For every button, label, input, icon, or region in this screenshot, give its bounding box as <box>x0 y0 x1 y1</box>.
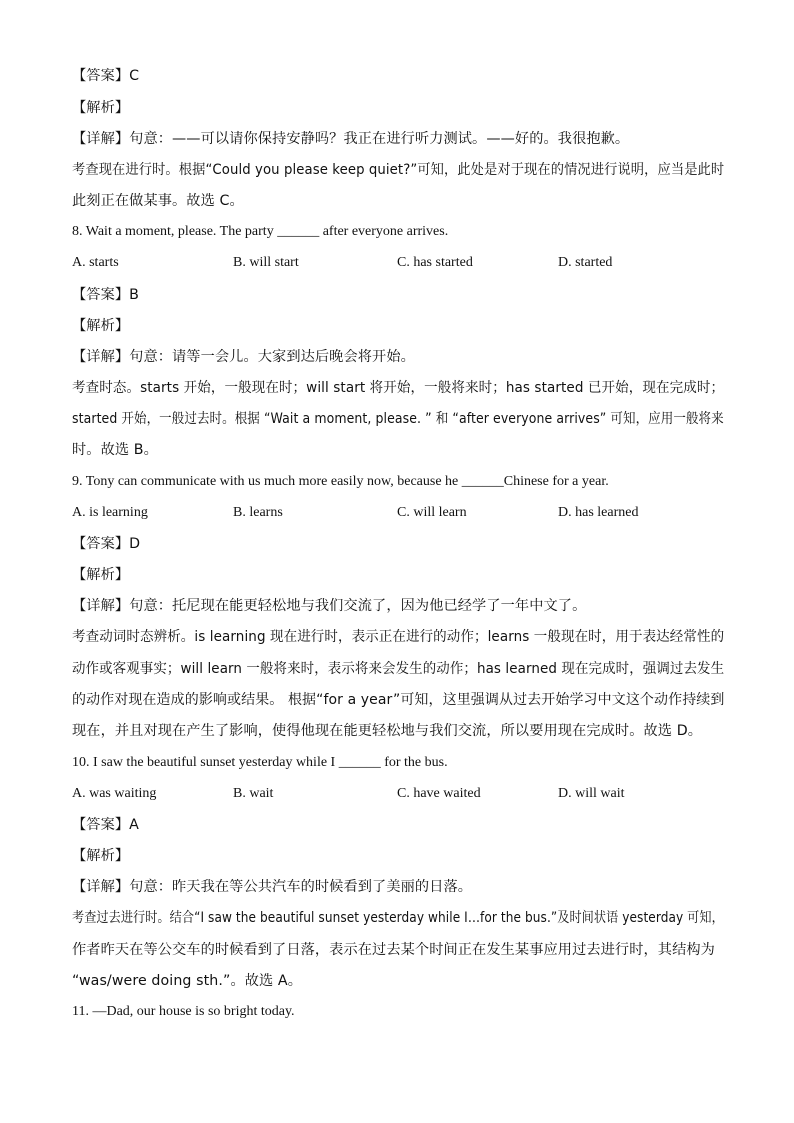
q9-option-d: D. has learned <box>558 505 639 520</box>
q9-stem: 9. Tony can communicate with us much more easily now, because he ______Chinese for a year. <box>72 474 609 489</box>
q9-option-c: C. will learn <box>397 505 467 520</box>
q8-detail: 【详解】句意：请等一会儿。大家到达后晚会将开始。 <box>72 349 415 365</box>
q8-stem: 8. Wait a moment, please. The party ______ after everyone arrives. <box>72 224 449 239</box>
q10-explanation-line-1: 考查过去进行时。结合“I saw the beautiful sunset yesterday while I…for the bus.”及时间状语 yesterday 可知， <box>72 910 724 926</box>
q9-option-b: B. learns <box>233 505 283 520</box>
q8-option-d: D. started <box>558 255 613 270</box>
q10-explanation-line-3: “was/were doing sth.”。故选 A。 <box>72 973 303 989</box>
q10-analysis-heading: 【解析】 <box>72 848 130 864</box>
q8-option-b: B. will start <box>233 255 299 270</box>
q7-answer: 【答案】C <box>72 68 140 84</box>
q9-answer: 【答案】D <box>72 536 141 552</box>
q10-option-d: D. will wait <box>558 786 625 801</box>
q10-option-a: A. was waiting <box>72 786 157 801</box>
q9-detail: 【详解】句意：托尼现在能更轻松地与我们交流了，因为他已经学了一年中文了。 <box>72 598 587 614</box>
q10-detail: 【详解】句意：昨天我在等公共汽车的时候看到了美丽的日落。 <box>72 879 473 895</box>
q11-stem: 11. —Dad, our house is so bright today. <box>72 1004 295 1019</box>
q8-option-a: A. starts <box>72 255 119 270</box>
q8-option-c: C. has started <box>397 255 473 270</box>
q9-option-a: A. is learning <box>72 505 148 520</box>
q9-explanation-line-3: 的动作对现在造成的影响或结果。 根据“for a year”可知，这里强调从过去开始学习中文这个动作持续到 <box>72 692 725 708</box>
q10-stem: 10. I saw the beautiful sunset yesterday while I ______ for the bus. <box>72 755 448 770</box>
q8-explanation-line-2: started 开始，一般过去时。根据 “Wait a moment, please. ” 和 “after everyone arrives” 可知，应用一般将来 <box>72 411 724 427</box>
q8-explanation-line-3: 时。故选 B。 <box>72 442 158 458</box>
q8-analysis-heading: 【解析】 <box>72 318 130 334</box>
q7-explanation-line-1: 考查现在进行时。根据“Could you please keep quiet?”可知，此处是对于现在的情况进行说明，应当是此时 <box>72 162 725 178</box>
q10-option-c: C. have waited <box>397 786 481 801</box>
q10-explanation-line-2: 作者昨天在等公交车的时候看到了日落，表示在过去某个时间正在发生某事应用过去进行时，其结构为 <box>72 942 715 958</box>
q9-analysis-heading: 【解析】 <box>72 567 130 583</box>
q10-option-b: B. wait <box>233 786 274 801</box>
q8-answer: 【答案】B <box>72 287 139 303</box>
q9-explanation-line-4: 现在，并且对现在产生了影响，使得他现在能更轻松地与我们交流，所以要用现在完成时。故选 D。 <box>72 723 702 739</box>
q9-explanation-line-2: 动作或客观事实；will learn 一般将来时，表示将来会发生的动作；has learned 现在完成时，强调过去发生 <box>72 661 725 677</box>
q7-explanation-line-2: 此刻正在做某事。故选 C。 <box>72 193 244 209</box>
q7-analysis-heading: 【解析】 <box>72 100 130 116</box>
q10-answer: 【答案】A <box>72 817 139 833</box>
q7-detail: 【详解】句意：——可以请你保持安静吗？我正在进行听力测试。——好的。我很抱歉。 <box>72 131 630 147</box>
q9-explanation-line-1: 考查动词时态辨析。is learning 现在进行时，表示正在进行的动作；learns 一般现在时，用于表达经常性的 <box>72 629 725 645</box>
q8-explanation-line-1: 考查时态。starts 开始，一般现在时；will start 将开始，一般将来时；has started 已开始，现在完成时； <box>72 380 725 396</box>
